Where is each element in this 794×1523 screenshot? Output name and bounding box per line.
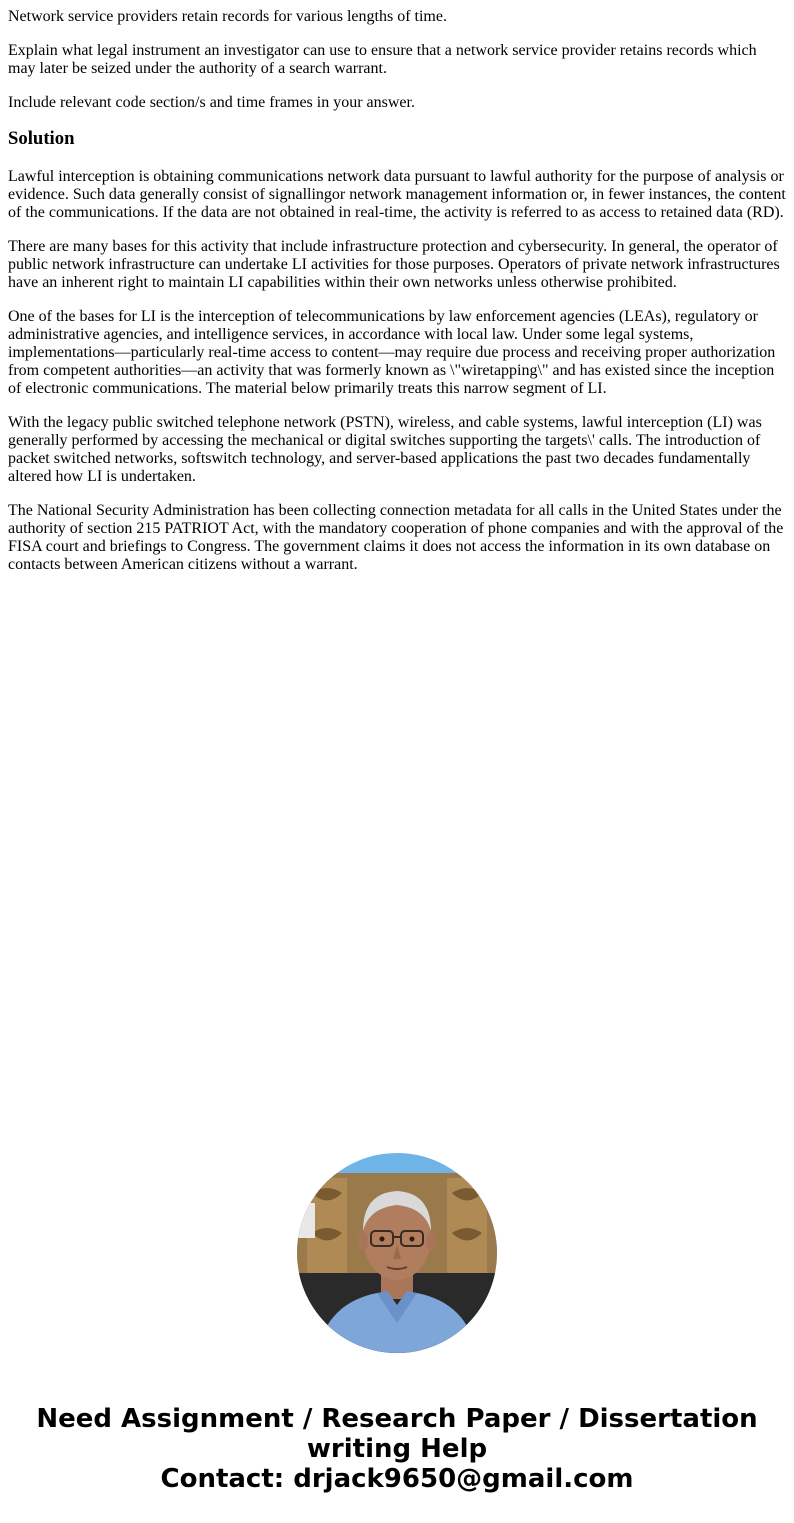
promo-banner: [0, 1404, 794, 1494]
solution-heading: Solution: [8, 128, 75, 149]
promo-line: writing Help: [306, 1434, 488, 1464]
promo-contact: Contact: drjack9650@gmail.com: [160, 1464, 634, 1494]
solution-paragraph: The National Security Administration has been collecting connection metadata for all calls in the United States under the authority of section 215 PATRIOT Act, with the mandatory cooperation of phone companies and with the approval of the FISA court and briefings to Congress. The government claims it does not access the information in its own database on contacts between American citizens without a warrant.: [8, 502, 784, 573]
question-paragraph: Explain what legal instrument an investigator can use to ensure that a network service provider retains records which may later be seized under the authority of a search warrant.: [8, 42, 757, 77]
promo-line: Need Assignment / Research Paper / Dissertation: [36, 1404, 758, 1434]
article: [8, 8, 788, 590]
question-paragraph: Network service providers retain records for various lengths of time.: [8, 8, 447, 25]
question-paragraph: Include relevant code section/s and time frames in your answer.: [8, 94, 415, 111]
author-photo-icon: [297, 1153, 497, 1353]
solution-paragraph: One of the bases for LI is the interception of telecommunications by law enforcement agencies (LEAs), regulatory or administrative agencies, and intelligence services, in accordance with local law. Under some legal systems, implementations—particularly real-time access to content—may require due process and receiving proper authorization from competent authorities—an activity that was formerly known as \"wiretapping\" and has existed since the inception of electronic communications. The material below primarily treats this narrow segment of LI.: [8, 308, 776, 397]
author-avatar: [297, 1153, 497, 1353]
solution-paragraph: There are many bases for this activity that include infrastructure protection and cybersecurity. In general, the operator of public network infrastructure can undertake LI activities for those purposes. Operators of private network infrastructures have an inherent right to maintain LI capabilities within their own networks unless otherwise prohibited.: [8, 238, 780, 291]
solution-paragraph: With the legacy public switched telephone network (PSTN), wireless, and cable systems, lawful interception (LI) was generally performed by accessing the mechanical or digital switches supporting the targets\' calls. The introduction of packet switched networks, softswitch technology, and server-based applications the past two decades fundamentally altered how LI is undertaken.: [8, 414, 762, 485]
solution-paragraph: Lawful interception is obtaining communications network data pursuant to lawful authority for the purpose of analysis or evidence. Such data generally consist of signallingor network management information or, in fewer instances, the content of the communications. If the data are not obtained in real-time, the activity is referred to as access to retained data (RD).: [8, 168, 786, 221]
